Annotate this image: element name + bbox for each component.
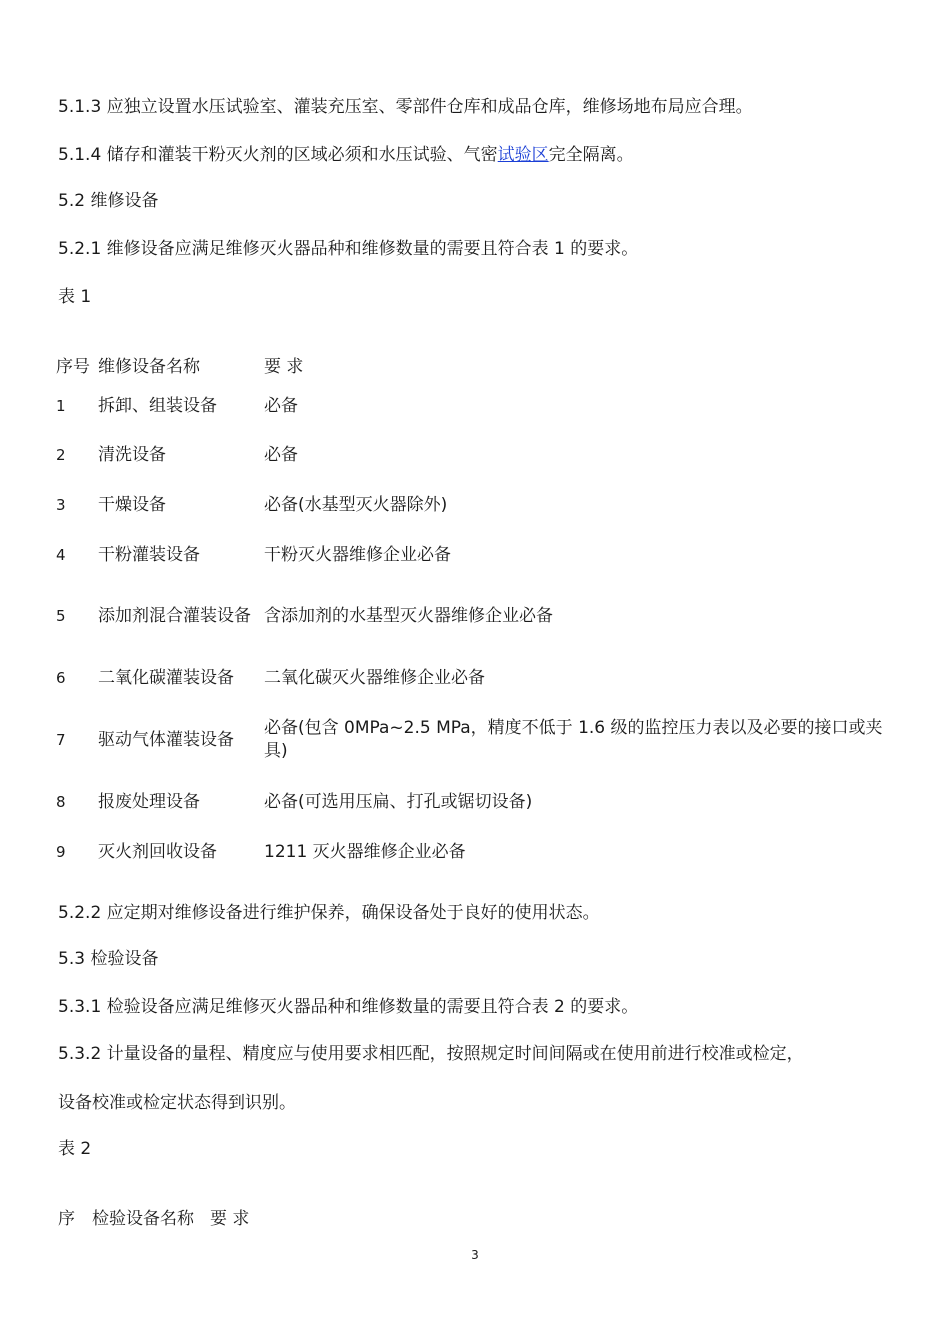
test-area-link[interactable]: 试验区 bbox=[497, 145, 549, 165]
table2-header-name: 检验设备名称 bbox=[92, 1209, 194, 1229]
table1-header-req: 要 求 bbox=[264, 356, 304, 377]
row-name: 添加剂混合灌装设备 bbox=[98, 606, 251, 626]
table2-caption: 表 2 bbox=[58, 1139, 92, 1159]
row-name: 二氧化碳灌装设备 bbox=[98, 667, 234, 688]
table1-header-no: 序号 bbox=[56, 356, 90, 377]
row-no: 3 bbox=[56, 495, 66, 514]
row-req: 必备 bbox=[264, 445, 298, 465]
row-no: 8 bbox=[56, 792, 66, 811]
table-row bbox=[56, 431, 906, 480]
row-name: 干粉灌装设备 bbox=[98, 544, 200, 565]
paragraph-5-1-3: 5.1.3 应独立设置水压试验室、灌装充压室、零部件仓库和成品仓库，维修场地布局应合理。 bbox=[58, 97, 753, 117]
page-number: 3 bbox=[471, 1248, 479, 1262]
row-req: 必备 bbox=[264, 396, 298, 416]
heading-5-3: 5.3 检验设备 bbox=[58, 949, 159, 969]
table1 bbox=[56, 352, 906, 877]
table-row bbox=[56, 703, 906, 777]
table-row bbox=[56, 382, 906, 431]
table-row bbox=[56, 777, 906, 827]
row-name: 灭火剂回收设备 bbox=[98, 841, 217, 862]
row-req: 二氧化碳灭火器维修企业必备 bbox=[264, 667, 485, 688]
table2-header-req: 要 求 bbox=[210, 1209, 250, 1229]
row-no: 7 bbox=[56, 730, 66, 749]
table1-header-name: 维修设备名称 bbox=[98, 356, 200, 377]
paragraph-5-3-2-cont: 设备校准或检定状态得到识别。 bbox=[58, 1093, 296, 1113]
row-req: 必备(包含 0MPa~2.5 MPa，精度不低于 1.6 级的监控压力表以及必要的接口或夹具) bbox=[264, 718, 883, 761]
row-no: 2 bbox=[56, 446, 66, 464]
row-name: 干燥设备 bbox=[98, 494, 166, 515]
table-row bbox=[56, 827, 906, 877]
row-name: 报废处理设备 bbox=[98, 791, 200, 812]
paragraph-5-3-1: 5.3.1 检验设备应满足维修灭火器品种和维修数量的需要且符合表 2 的要求。 bbox=[58, 997, 639, 1017]
row-req: 干粉灭火器维修企业必备 bbox=[264, 544, 451, 565]
paragraph-5-3-2: 5.3.2 计量设备的量程、精度应与使用要求相匹配，按照规定时间间隔或在使用前进行校准或检定， bbox=[58, 1044, 804, 1064]
row-name: 清洗设备 bbox=[98, 445, 166, 465]
row-req: 必备(水基型灭火器除外) bbox=[264, 494, 448, 515]
paragraph-5-1-4 bbox=[58, 144, 634, 166]
row-no: 4 bbox=[56, 545, 66, 564]
paragraph-5-2-2: 5.2.2 应定期对维修设备进行维护保养，确保设备处于良好的使用状态。 bbox=[58, 903, 600, 923]
row-no: 6 bbox=[56, 668, 66, 687]
table1-header-row bbox=[56, 352, 906, 382]
row-no: 1 bbox=[56, 397, 66, 415]
row-no: 9 bbox=[56, 842, 66, 861]
heading-5-2: 5.2 维修设备 bbox=[58, 191, 159, 211]
paragraph-5-1-4-tail: 完全隔离。 bbox=[548, 145, 634, 165]
table-row bbox=[56, 480, 906, 530]
table-row bbox=[56, 580, 906, 653]
table1-caption: 表 1 bbox=[58, 287, 92, 307]
table2-header-no: 序 bbox=[58, 1209, 75, 1229]
table-row bbox=[56, 530, 906, 580]
row-req: 必备(可选用压扁、打孔或锯切设备) bbox=[264, 791, 533, 812]
row-req: 含添加剂的水基型灭火器维修企业必备 bbox=[264, 606, 553, 626]
row-name: 驱动气体灌装设备 bbox=[98, 729, 234, 750]
paragraph-5-2-1: 5.2.1 维修设备应满足维修灭火器品种和维修数量的需要且符合表 1 的要求。 bbox=[58, 239, 639, 259]
table-row bbox=[56, 653, 906, 703]
row-req: 1211 灭火器维修企业必备 bbox=[264, 841, 466, 862]
table2-header-row bbox=[58, 1208, 249, 1230]
row-no: 5 bbox=[56, 607, 66, 625]
row-name: 拆卸、组装设备 bbox=[98, 396, 217, 416]
paragraph-5-1-4-text: 5.1.4 储存和灌装干粉灭火剂的区域必须和水压试验、气密 bbox=[58, 145, 498, 165]
